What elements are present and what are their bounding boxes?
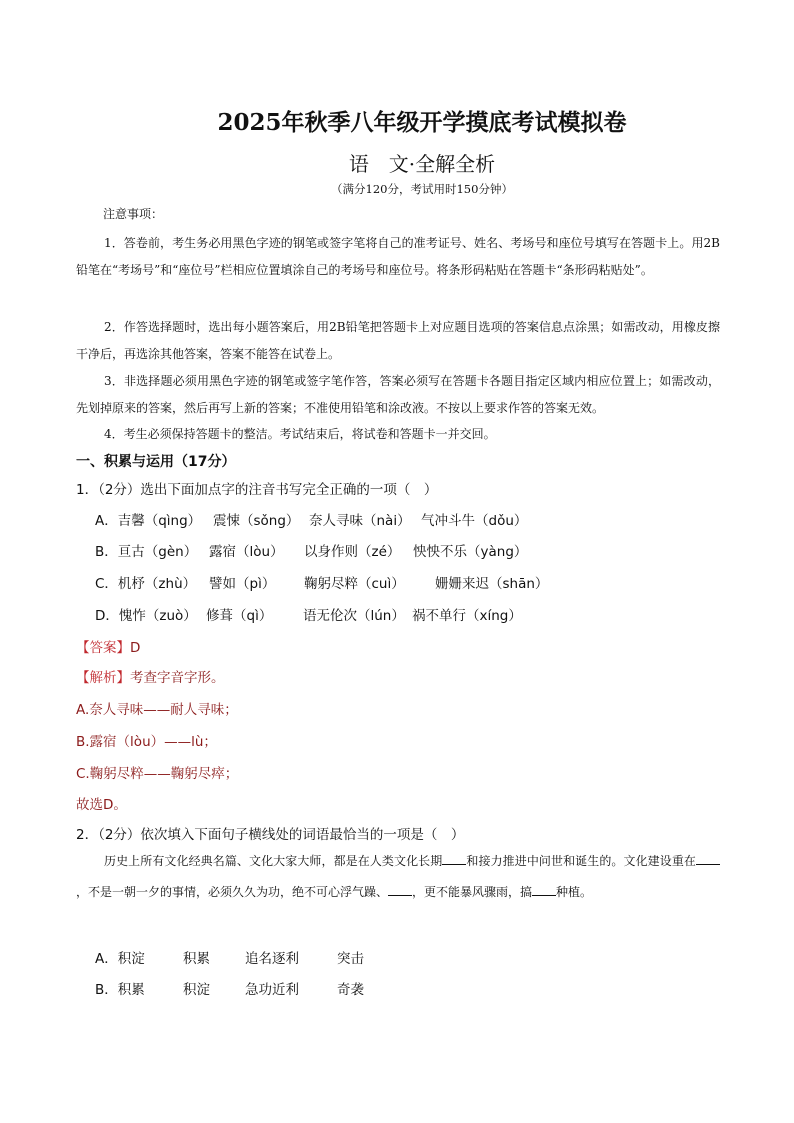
- passage-part-5: 种植。: [556, 885, 593, 899]
- passage-part-1: 历史上所有文化经典名篇、文化大家大师，都是在人类文化长期: [104, 854, 443, 868]
- analysis-line-conclusion: 故选D。: [76, 797, 127, 813]
- q2-option-b-1: B．积累: [95, 982, 145, 998]
- q1-answer-line: [76, 636, 140, 656]
- q2-option-a-4: 突击: [337, 951, 364, 967]
- q2-option-b-2: 积淀: [183, 982, 210, 998]
- q1-option-d-2: 修葺（qì）: [206, 608, 273, 624]
- q1-option-b: [95, 540, 527, 560]
- q2-option-b-3: 急功近利: [245, 982, 299, 998]
- q1-option-a-1: A．吉馨（qìng）: [95, 513, 202, 529]
- q1-option-d-4: 祸不单行（xíng）: [412, 608, 522, 624]
- section-heading: 一、积累与运用（17分）: [76, 454, 236, 470]
- q1-option-c: [95, 572, 548, 592]
- q1-option-b-3: 以身作则（zé）: [304, 544, 401, 560]
- answer-tag: 【答案】: [76, 640, 130, 656]
- analysis-text: 考查字音字形。: [130, 670, 225, 686]
- passage-part-3: ，不是一朝一夕的事情，必须久久为功，绝不可心浮气躁、: [76, 885, 389, 899]
- answer-value: D: [130, 640, 141, 656]
- q1-option-d-3: 语无伦次（lún）: [303, 608, 405, 624]
- notice-item-3: 3．非选择题必须用黑色字迹的钢笔或签字笔作答，答案必须写在答题卡各题目指定区域内相应位置上；如需改动，先划掉原来的答案，然后再写上新的答案；不准使用铅笔和涂改液。不按以上要求作答的答案无效。: [76, 374, 720, 415]
- q1-option-a-4: 气冲斗牛（dǒu）: [421, 513, 528, 529]
- fill-blank: [696, 852, 720, 865]
- q2-option-b: [95, 978, 364, 998]
- q1-option-a-3: 奈人寻味（nài）: [309, 513, 411, 529]
- q1-option-c-3: 鞠躬尽粹（cuì）: [304, 576, 405, 592]
- q1-option-d: [95, 604, 522, 624]
- notice-item-2: 2．作答选择题时，选出每小题答案后，用2B铅笔把答题卡上对应题目选项的答案信息点涂黑；如需改动，用橡皮擦干净后，再选涂其他答案，答案不能答在试卷上。: [76, 320, 720, 361]
- q2-option-a-3: 追名逐利: [245, 951, 299, 967]
- q2-option-a: [95, 947, 364, 967]
- q1-option-c-2: 譬如（pì）: [209, 576, 276, 592]
- q1-option-c-4: 姗姗来迟（shān）: [435, 576, 549, 592]
- passage-part-2: 和接力推进中问世和诞生的。文化建设重在: [466, 854, 696, 868]
- q1-option-b-2: 露宿（lòu）: [209, 544, 284, 560]
- notice-item-4: 4．考生必须保持答题卡的整洁。考试结束后，将试卷和答题卡一并交回。: [104, 427, 496, 441]
- q1-analysis-line: [76, 666, 225, 686]
- q1-option-b-4: 怏怏不乐（yàng）: [413, 544, 528, 560]
- q2-option-b-4: 奇袭: [337, 982, 364, 998]
- notice-heading: 注意事项：: [103, 207, 164, 221]
- exam-note: （满分120分，考试用时150分钟）: [331, 182, 513, 196]
- q2-passage: [76, 846, 720, 908]
- analysis-line-b: B.露宿（lòu）——lù；: [76, 734, 217, 750]
- analysis-line-c: C.鞠躬尽粹——鞠躬尽瘁；: [76, 766, 239, 782]
- q1-option-d-1: D．愧怍（zuò）: [95, 608, 197, 624]
- q2-option-a-1: A．积淀: [95, 951, 145, 967]
- exam-title: 2025年秋季八年级开学摸底考试模拟卷: [217, 109, 627, 136]
- q1-option-b-1: B．亘古（gèn）: [95, 544, 198, 560]
- q1-option-a: [95, 509, 527, 529]
- q1-option-a-2: 震悚（sǒng）: [213, 513, 300, 529]
- q2-option-a-2: 积累: [183, 951, 210, 967]
- passage-part-4: ，更不能暴风骤雨，搞: [412, 885, 533, 899]
- question-1-stem: 1．（2分）选出下面加点字的注音书写完全正确的一项（ ）: [76, 482, 438, 498]
- question-2-stem: 2．（2分）依次填入下面句子横线处的词语最恰当的一项是（ ）: [76, 827, 465, 843]
- fill-blank: [388, 883, 412, 896]
- notice-item-1: 1．答卷前，考生务必用黑色字迹的钢笔或签字笔将自己的准考证号、姓名、考场号和座位号填写在答题卡上。用2B铅笔在“考场号”和“座位号”栏相应位置填涂自己的考场号和座位号。将条形码粘贴在答题卡“条形码粘贴处”。: [76, 236, 720, 277]
- analysis-tag: 【解析】: [76, 670, 130, 686]
- q1-option-c-1: C．机杼（zhù）: [95, 576, 197, 592]
- fill-blank: [532, 883, 556, 896]
- fill-blank: [442, 852, 466, 865]
- exam-subtitle: 语 文·全解全析: [348, 152, 496, 176]
- analysis-line-a: A.奈人寻味——耐人寻味；: [76, 702, 238, 718]
